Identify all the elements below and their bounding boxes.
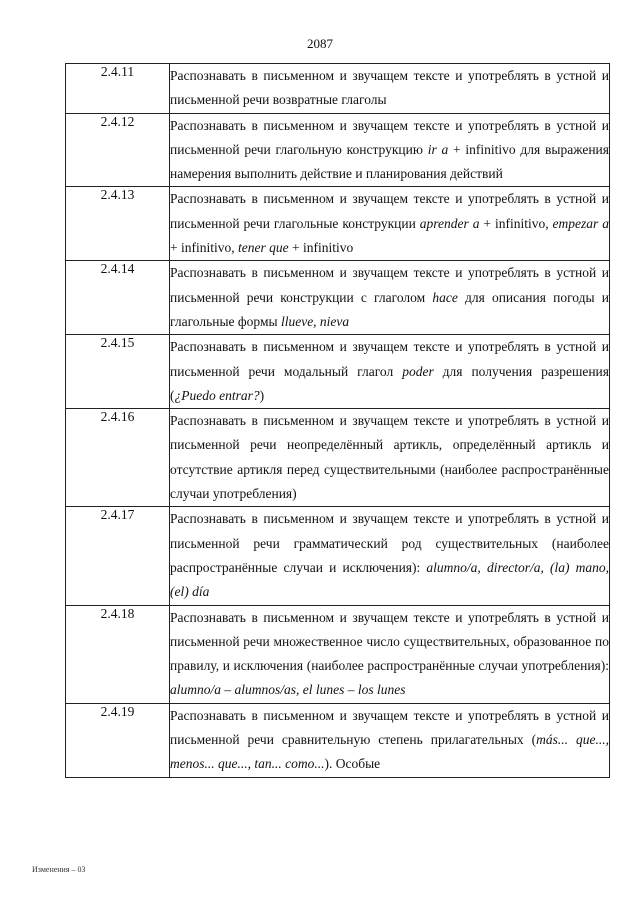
table-row — [66, 113, 610, 187]
item-code: 2.4.18 — [66, 605, 170, 703]
description-term: hace — [432, 289, 458, 305]
description-text: Распознавать в письменном и звучащем тексте и употреблять в устной и письменной речи конструкции с глаголом — [170, 265, 609, 305]
item-code: 2.4.13 — [66, 187, 170, 261]
item-code: 2.4.11 — [66, 64, 170, 114]
description-term: alumno/a, director/a, (la) mano, (el) día — [170, 559, 609, 600]
description-term: empezar a — [552, 215, 609, 231]
item-description — [170, 187, 610, 261]
item-description — [170, 409, 610, 507]
description-term: ir a — [427, 141, 449, 157]
description-text: + infinitivo, — [170, 240, 238, 256]
description-term: alumno/a – alumnos/as, el lunes – los lunes — [170, 682, 406, 698]
item-code: 2.4.17 — [66, 507, 170, 605]
description-text: Распознавать в письменном и звучащем тексте и употреблять в устной и письменной речи глагольную конструкцию — [170, 117, 609, 157]
table-row — [66, 605, 610, 703]
description-text: Распознавать в письменном и звучащем тексте и употреблять в устной и письменной речи возвратные глаголы — [170, 68, 609, 108]
description-text: Распознавать в письменном и звучащем тексте и употреблять в устной и письменной речи грамматический род существительных (наиболее распространённые случаи и исключения): — [170, 511, 609, 575]
description-term: poder — [402, 363, 434, 379]
description-text: Распознавать в письменном и звучащем тексте и употреблять в устной и письменной речи модальный глагол — [170, 339, 609, 379]
item-description — [170, 507, 610, 605]
description-text: ) — [259, 387, 265, 403]
table-row — [66, 507, 610, 605]
item-description — [170, 64, 610, 114]
description-text: ). Особые — [324, 756, 381, 772]
description-text: Распознавать в письменном и звучащем тексте и употреблять в устной и письменной речи неопределённый артикль, определённый артикль и отсутствие артикля перед существительными (наиболее распространённые случаи употребления) — [170, 413, 609, 502]
item-code: 2.4.14 — [66, 261, 170, 335]
description-text: + infinitivo — [288, 240, 354, 256]
page-number: 2087 — [307, 36, 333, 51]
item-description — [170, 605, 610, 703]
description-text: Распознавать в письменном и звучащем тексте и употреблять в устной и письменной речи глагольные конструкции — [170, 191, 609, 231]
description-text: Распознавать в письменном и звучащем тексте и употреблять в устной и письменной речи множественное число существительных, образованное по правилу, и исключения (наиболее распространённые случаи употребления): — [170, 609, 609, 674]
table-row — [66, 187, 610, 261]
item-code: 2.4.16 — [66, 409, 170, 507]
footer-revision: Изменения – 03 — [32, 865, 86, 874]
item-description — [170, 261, 610, 335]
requirements-table — [65, 63, 610, 778]
item-description — [170, 703, 610, 777]
table-row — [66, 703, 610, 777]
item-code: 2.4.19 — [66, 703, 170, 777]
description-term: tener que — [238, 240, 289, 256]
item-code: 2.4.12 — [66, 113, 170, 187]
description-term: más... que..., menos... que..., tan... como... — [170, 732, 609, 772]
description-text: для получения разрешения ( — [170, 363, 609, 403]
description-term: llueve, nieva — [280, 313, 350, 329]
description-text: + infinitivo, — [479, 215, 553, 231]
description-text: Распознавать в письменном и звучащем тексте и употреблять в устной и письменной речи сравнительную степень прилагательных ( — [170, 707, 609, 748]
table-row — [66, 335, 610, 409]
item-description — [170, 113, 610, 187]
description-text: + infinitivo для выражения намерения выполнить действие и планирования действий — [170, 141, 609, 182]
description-text: для описания погоды и глагольные формы — [170, 289, 609, 329]
description-term: aprender a — [419, 215, 480, 231]
table-row — [66, 261, 610, 335]
item-code: 2.4.15 — [66, 335, 170, 409]
table-row — [66, 64, 610, 114]
item-description — [170, 335, 610, 409]
table-row — [66, 409, 610, 507]
description-term: ¿Puedo entrar? — [174, 387, 260, 403]
